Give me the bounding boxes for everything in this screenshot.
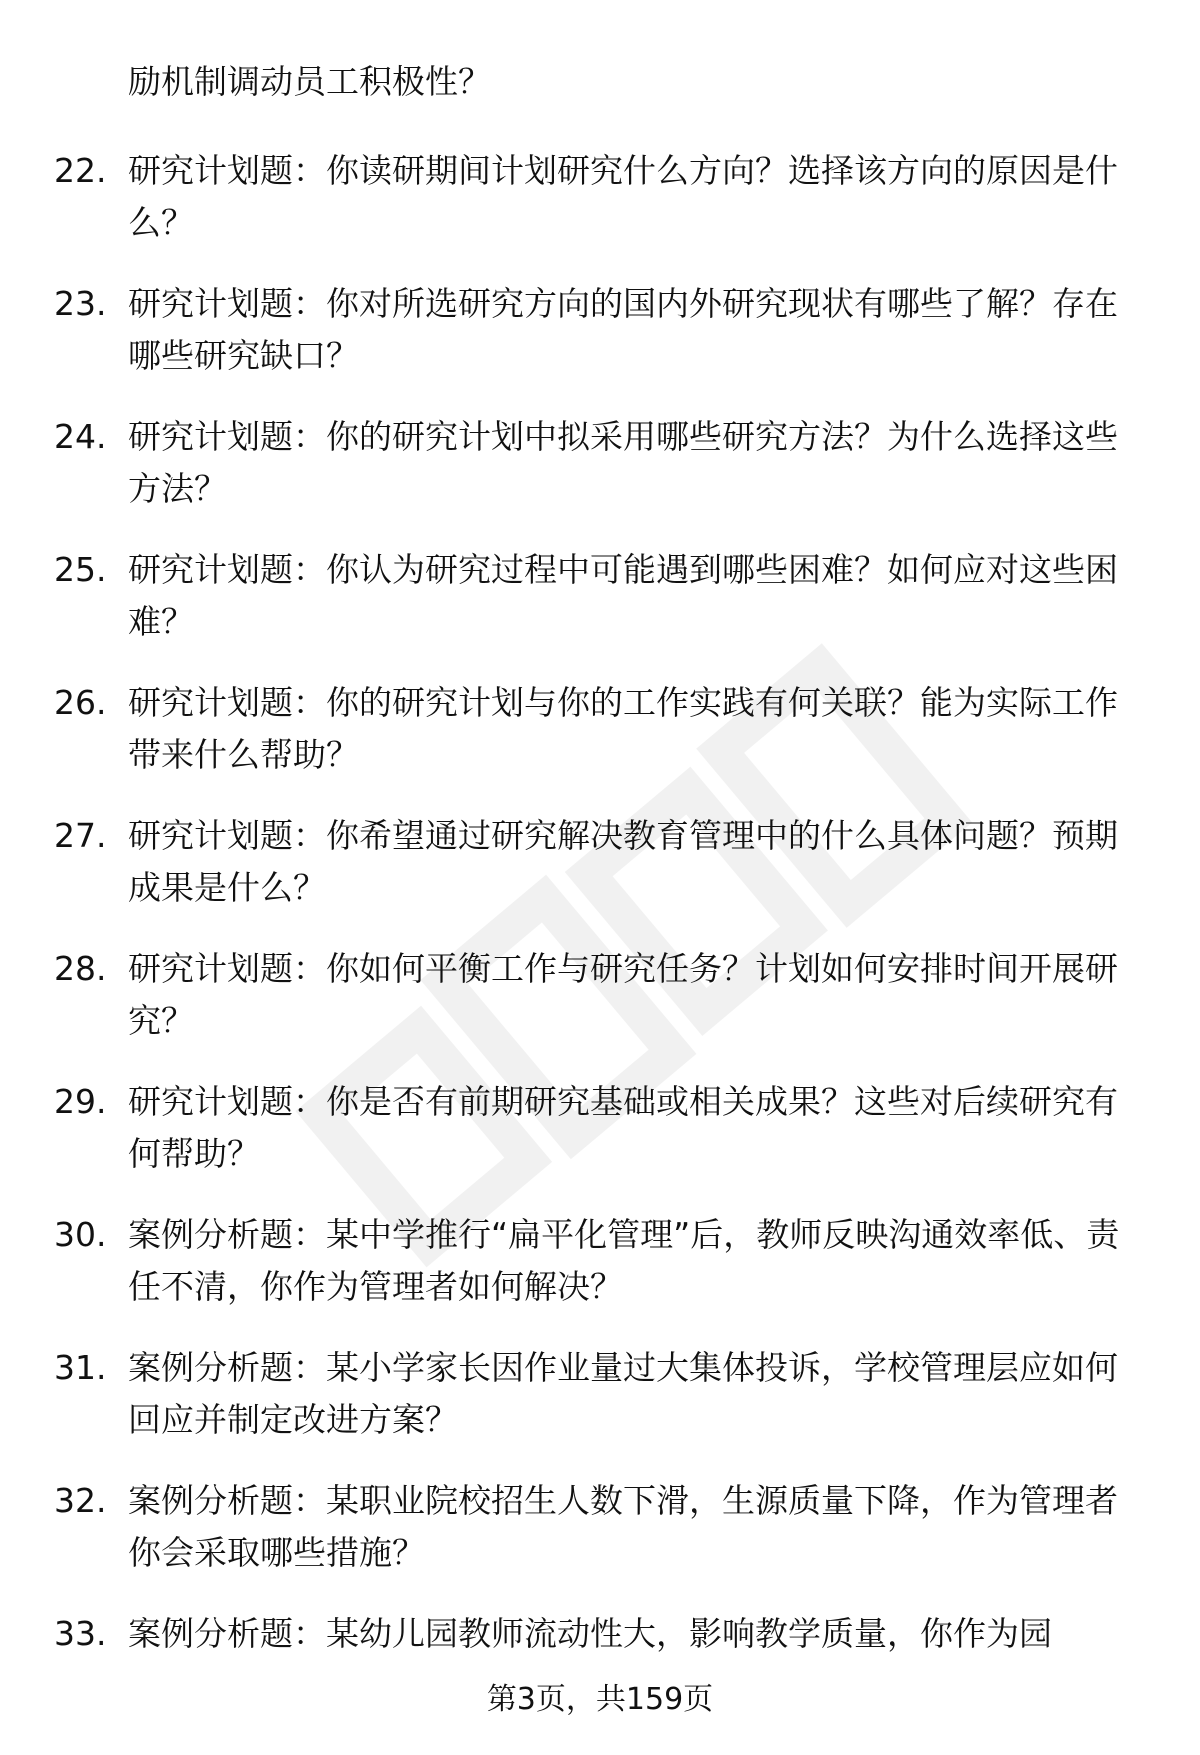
question-number: 28.: [54, 949, 107, 988]
question-text: 研究计划题：你读研期间计划研究什么方向？选择该方向的原因是什么？: [128, 151, 1118, 242]
continued-question-text: 励机制调动员工积极性？: [128, 62, 491, 101]
question-text: 案例分析题：某幼儿园教师流动性大，影响教学质量，你作为园: [128, 1614, 1052, 1653]
question-item: [0, 943, 1200, 1076]
question-text: 研究计划题：你是否有前期研究基础或相关成果？这些对后续研究有何帮助？: [128, 1082, 1118, 1173]
question-text: 案例分析题：某小学家长因作业量过大集体投诉，学校管理层应如何回应并制定改进方案？: [128, 1348, 1118, 1439]
question-number: 33.: [54, 1614, 107, 1653]
question-item: [0, 1342, 1200, 1475]
question-number: 23.: [54, 284, 107, 323]
question-text: 研究计划题：你的研究计划与你的工作实践有何关联？能为实际工作带来什么帮助？: [128, 683, 1118, 774]
question-text: 研究计划题：你如何平衡工作与研究任务？计划如何安排时间开展研究？: [128, 949, 1118, 1040]
question-number: 22.: [54, 151, 107, 190]
question-number: 32.: [54, 1481, 107, 1520]
question-list: [0, 145, 1200, 1741]
question-item: [0, 1209, 1200, 1342]
question-text: 研究计划题：你希望通过研究解决教育管理中的什么具体问题？预期成果是什么？: [128, 816, 1118, 907]
question-number: 31.: [54, 1348, 107, 1387]
question-item: [0, 544, 1200, 677]
question-number: 27.: [54, 816, 107, 855]
question-item: [0, 278, 1200, 411]
question-text: 研究计划题：你认为研究过程中可能遇到哪些困难？如何应对这些困难？: [128, 550, 1118, 641]
question-item: [0, 411, 1200, 544]
question-number: 26.: [54, 683, 107, 722]
question-item: [0, 1076, 1200, 1209]
question-text: 研究计划题：你对所选研究方向的国内外研究现状有哪些了解？存在哪些研究缺口？: [128, 284, 1118, 375]
question-item: [0, 677, 1200, 810]
question-number: 25.: [54, 550, 107, 589]
question-number: 30.: [54, 1215, 107, 1254]
question-text: 研究计划题：你的研究计划中拟采用哪些研究方法？为什么选择这些方法？: [128, 417, 1118, 508]
page-footer: 第3页，共159页: [486, 1682, 714, 1717]
question-number: 29.: [54, 1082, 107, 1121]
question-item: [0, 1608, 1200, 1741]
question-text: 案例分析题：某职业院校招生人数下滑，生源质量下降，作为管理者你会采取哪些措施？: [128, 1481, 1118, 1572]
question-item: [0, 810, 1200, 943]
question-item: [0, 145, 1200, 278]
question-item: [0, 1475, 1200, 1608]
question-text: 案例分析题：某中学推行“扁平化管理”后，教师反映沟通效率低、责任不清，你作为管理者如何解决？: [128, 1215, 1120, 1306]
question-number: 24.: [54, 417, 107, 456]
